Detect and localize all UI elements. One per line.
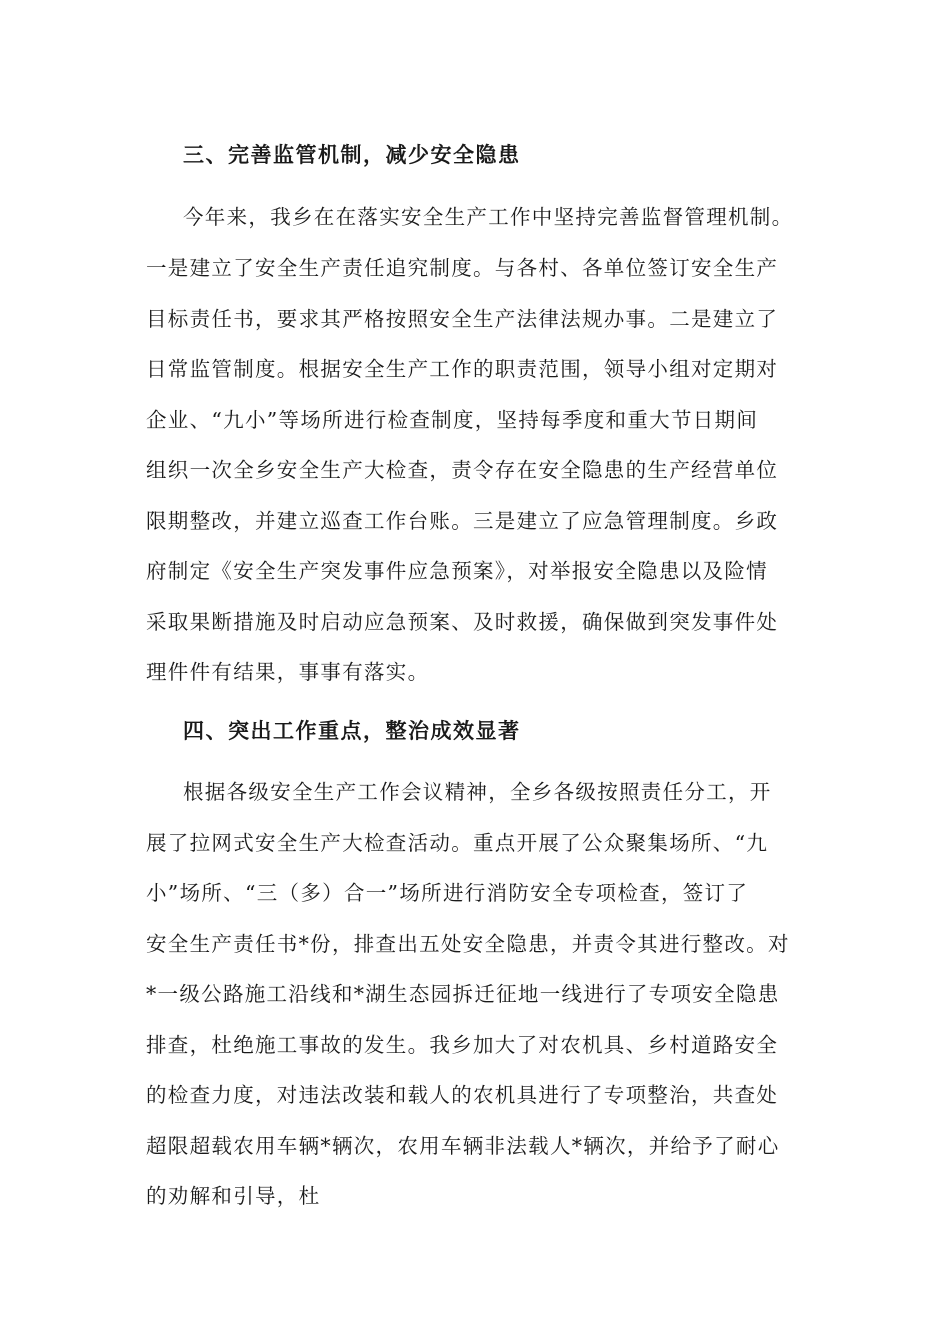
paragraph-line: 一是建立了安全生产责任追究制度。与各村、各单位签订安全生产 xyxy=(146,256,779,280)
paragraph-line: 的检查力度，对违法改装和载人的农机具进行了专项整治，共查处 xyxy=(146,1083,779,1107)
paragraph-line: 小”场所、“三（多）合一”场所进行消防安全专项检查，签订了 xyxy=(146,881,749,905)
paragraph-line: 今年来，我乡在在落实安全生产工作中坚持完善监督管理机制。 xyxy=(183,205,794,229)
paragraph-line: 的劝解和引导，杜 xyxy=(146,1184,321,1208)
paragraph-line: 理件件有结果，事事有落实。 xyxy=(146,660,430,684)
paragraph-line: 根据各级安全生产工作会议精神，全乡各级按照责任分工，开 xyxy=(183,780,772,804)
paragraph-line: 限期整改，并建立巡查工作台账。三是建立了应急管理制度。乡政 xyxy=(146,509,779,533)
paragraph-line: 排查，杜绝施工事故的发生。我乡加大了对农机具、乡村道路安全 xyxy=(146,1033,779,1057)
paragraph-line: 目标责任书，要求其严格按照安全生产法律法规办事。二是建立了 xyxy=(146,307,779,331)
paragraph-line: 日常监管制度。根据安全生产工作的职责范围，领导小组对定期对 xyxy=(146,357,779,381)
paragraph-line: 展了拉网式安全生产大检查活动。重点开展了公众聚集场所、“九 xyxy=(146,831,769,855)
paragraph-line: 企业、“九小”等场所进行检查制度，坚持每季度和重大节日期间 xyxy=(146,408,759,432)
paragraph-line: 府制定《安全生产突发事件应急预案》，对举报安全隐患以及险情 xyxy=(146,559,768,583)
paragraph-line: 超限超载农用车辆*辆次，农用车辆非法载人*辆次，并给予了耐心 xyxy=(146,1134,780,1158)
section-3-heading: 三、完善监管机制，减少安全隐患 xyxy=(183,143,521,167)
paragraph-line: 组织一次全乡安全生产大检查，责令存在安全隐患的生产经营单位 xyxy=(146,458,779,482)
paragraph-line: 采取果断措施及时启动应急预案、及时救援，确保做到突发事件处 xyxy=(146,610,779,634)
paragraph-line: *一级公路施工沿线和*湖生态园拆迁征地一线进行了专项安全隐患 xyxy=(146,982,780,1006)
paragraph-line: 安全生产责任书*份，排查出五处安全隐患，并责令其进行整改。对 xyxy=(146,932,790,956)
section-4-heading: 四、突出工作重点，整治成效显著 xyxy=(183,719,521,743)
